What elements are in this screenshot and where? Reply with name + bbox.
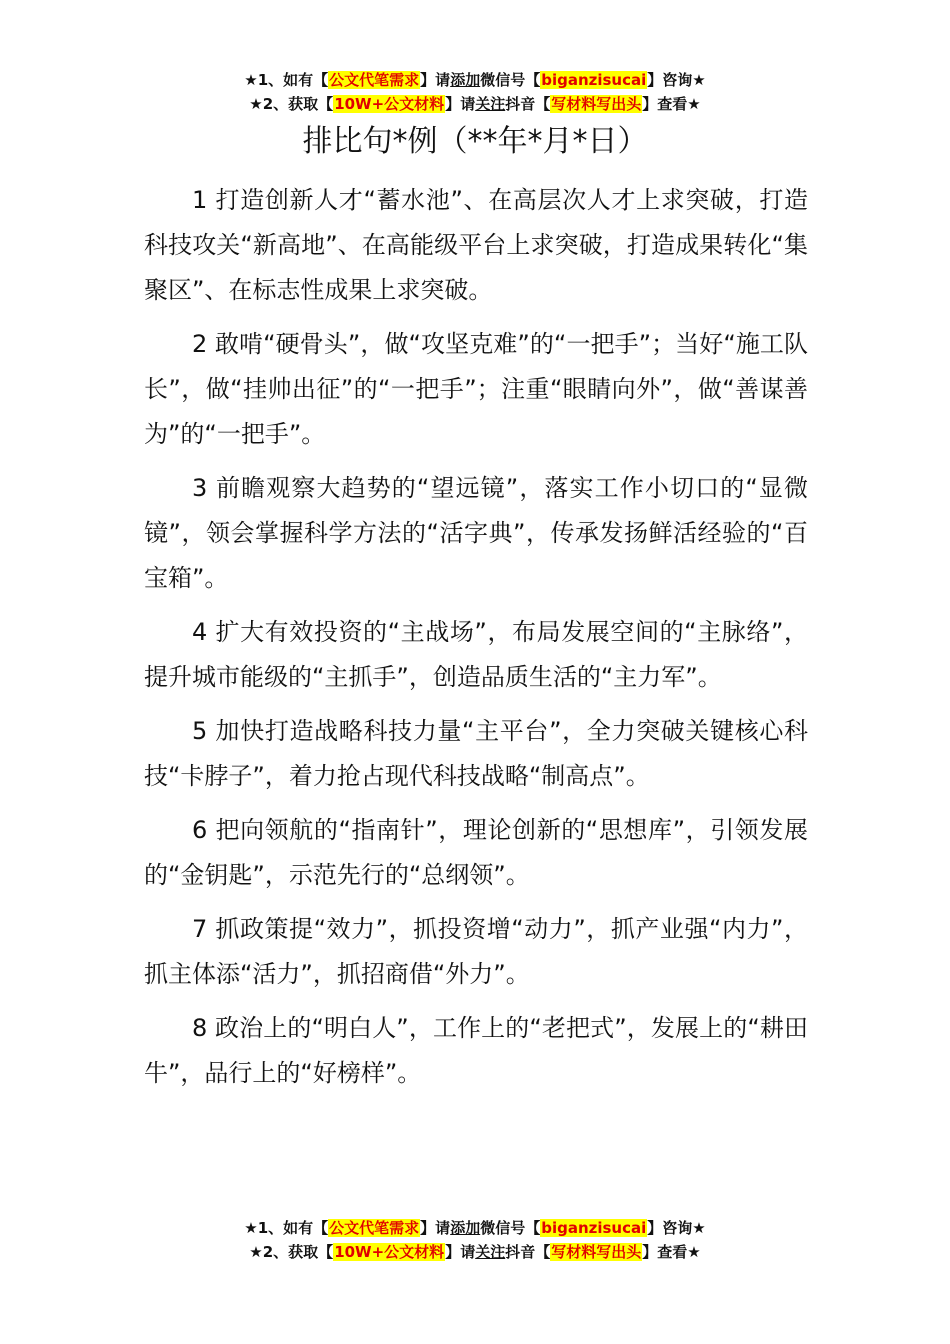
paragraph-8: 8 政治上的“明白人”，工作上的“老把式”，发展上的“耕田牛”，品行上的“好榜样”。: [144, 1014, 808, 1087]
paragraph-4: 4 扩大有效投资的“主战场”，布局发展空间的“主脉络”，提升城市能级的“主抓手”，创造品质生活的“主力军”。: [144, 618, 808, 691]
banner-line-2: [0, 1240, 950, 1264]
highlight-materials: 10W+公文材料: [334, 1243, 445, 1261]
highlight-wechat-id: biganzisucai: [541, 71, 647, 89]
banner-line-1: [0, 1216, 950, 1240]
paragraph-5: 5 加快打造战略科技力量“主平台”，全力突破关键核心科技“卡脖子”，着力抢占现代科技战略“制高点”。: [144, 717, 808, 790]
banner-text: 】咨询★: [647, 71, 706, 89]
banner-line-1: [0, 68, 950, 92]
highlight-douyin-account: 写材料写出头: [551, 1243, 642, 1261]
paragraph-7: 7 抓政策提“效力”，抓投资增“动力”，抓产业强“内力”，抓主体添“活力”，抓招商借“外力”。: [144, 915, 808, 988]
footer-banner: [0, 1216, 950, 1264]
banner-text: 抖音【: [505, 95, 551, 113]
underlined-follow: 关注: [475, 1243, 506, 1261]
underlined-add: 添加: [450, 71, 481, 89]
banner-text: 微信号【: [480, 71, 541, 89]
highlight-materials: 10W+公文材料: [334, 95, 445, 113]
header-banner: [0, 68, 950, 116]
banner-text: ★2、获取【: [249, 1243, 334, 1261]
underlined-follow: 关注: [475, 95, 506, 113]
banner-text: ★1、如有【: [244, 1219, 329, 1237]
page-title: 排比句*例（**年*月*日）: [302, 124, 648, 159]
underlined-add: 添加: [450, 1219, 481, 1237]
banner-text: 】请: [445, 95, 476, 113]
paragraph-2: 2 敢啃“硬骨头”，做“攻坚克难”的“一把手”；当好“施工队长”，做“挂帅出征”的“一把手”；注重“眼睛向外”，做“善谋善为”的“一把手”。: [144, 330, 808, 448]
banner-text: 】咨询★: [647, 1219, 706, 1237]
banner-text: ★2、获取【: [249, 95, 334, 113]
banner-text: 】请: [420, 1219, 451, 1237]
highlight-wechat-id: biganzisucai: [541, 1219, 647, 1237]
highlight-service: 公文代笔需求: [329, 1219, 420, 1237]
banner-text: 】请: [445, 1243, 476, 1261]
banner-text: 微信号【: [480, 1219, 541, 1237]
paragraph-1: 1 打造创新人才“蓄水池”、在高层次人才上求突破，打造科技攻关“新高地”、在高能级平台上求突破，打造成果转化“集聚区”、在标志性成果上求突破。: [144, 186, 808, 304]
banner-text: ★1、如有【: [244, 71, 329, 89]
banner-text: 】查看★: [642, 1243, 701, 1261]
banner-text: 】请: [420, 71, 451, 89]
highlight-douyin-account: 写材料写出头: [551, 95, 642, 113]
banner-text: 抖音【: [505, 1243, 551, 1261]
document-body: [144, 178, 808, 1105]
banner-line-2: [0, 92, 950, 116]
highlight-service: 公文代笔需求: [329, 71, 420, 89]
banner-text: 】查看★: [642, 95, 701, 113]
paragraph-6: 6 把向领航的“指南针”，理论创新的“思想库”，引领发展的“金钥匙”，示范先行的“总纲领”。: [144, 816, 808, 889]
paragraph-3: 3 前瞻观察大趋势的“望远镜”，落实工作小切口的“显微镜”，领会掌握科学方法的“活字典”，传承发扬鲜活经验的“百宝箱”。: [144, 474, 808, 592]
